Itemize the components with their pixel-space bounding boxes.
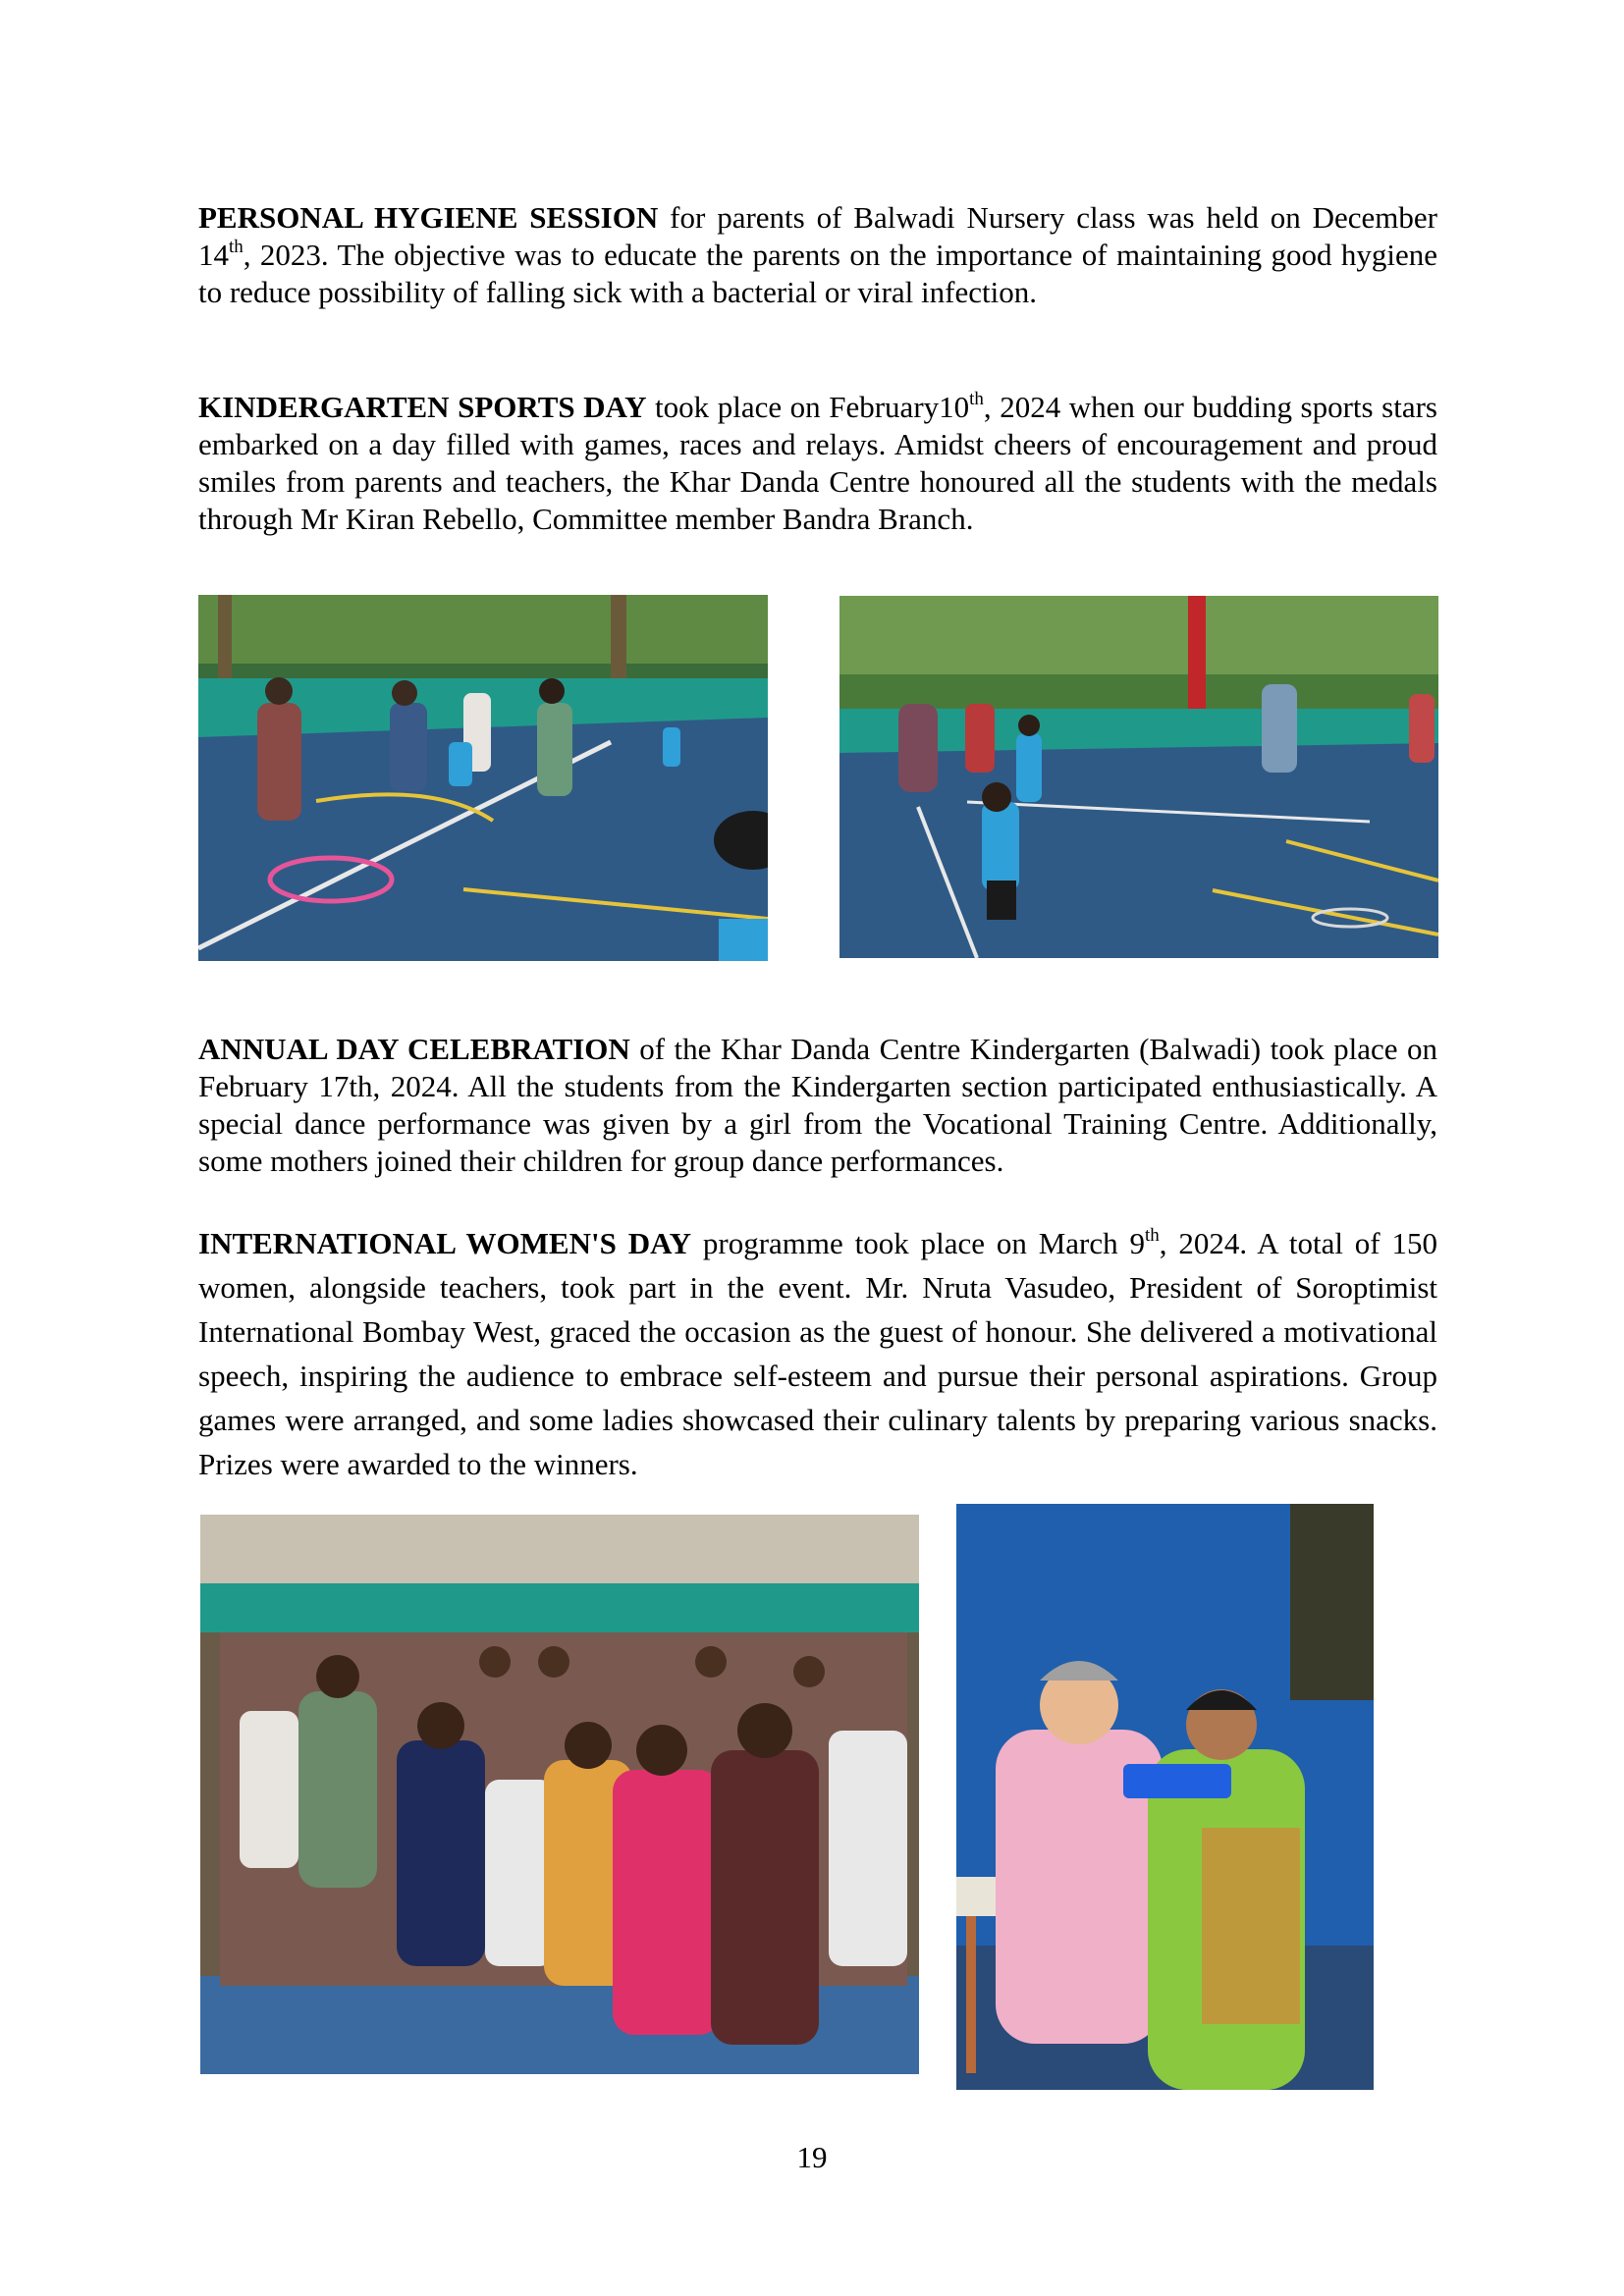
sports-text-a: took place on February10 xyxy=(646,390,970,424)
womens-day-prize-photo xyxy=(956,1504,1374,2090)
sports-heading: KINDERGARTEN SPORTS DAY xyxy=(198,390,647,424)
sports-text-b: , 2024 when our budding sports stars embarked on a day filled with games, races and relays. Amidst cheers of encouragement and proud smiles from parents and teachers, the Khar Danda Centre honoured all the students with the medals through Mr Kiran Rebello, Committee member Bandra Branch. xyxy=(198,390,1437,536)
hygiene-text-b: , 2023. The objective was to educate the parents on the importance of maintaining good hygiene to reduce possibility of falling sick with a bacterial or viral infection. xyxy=(198,238,1437,309)
sports-sup: th xyxy=(969,389,984,409)
sports-paragraph xyxy=(198,389,1437,538)
womens-day-audience-photo xyxy=(200,1515,919,2074)
sports-day-photo-left xyxy=(198,595,768,961)
hygiene-sup: th xyxy=(229,237,244,257)
annual-text: of the Khar Danda Centre Kindergarten (Balwadi) took place on February 17th, 2024. All the students from the Kindergarten section participated enthusiastically. A special dance performance was given by a girl from the Vocational Training Centre. Additionally, some mothers joined their children for group dance performances. xyxy=(198,1032,1437,1178)
page-number: 19 xyxy=(796,2140,828,2174)
womens-day-sup: th xyxy=(1145,1225,1160,1246)
annual-day-paragraph xyxy=(198,1031,1437,1180)
womens-day-text-b: , 2024. A total of 150 women, alongside teachers, took part in the event. Mr. Nruta Vasudeo, President of Soroptimist International Bombay West, graced the occasion as the guest of honour. She delivered a motivational speech, inspiring the audience to embrace self-esteem and pursue their personal aspirations. Group games were arranged, and some ladies showcased their culinary talents by preparing various snacks. Prizes were awarded to the winners. xyxy=(198,1226,1437,1481)
hygiene-paragraph xyxy=(198,199,1437,311)
sports-day-photo-right xyxy=(839,596,1438,958)
womens-day-heading: INTERNATIONAL WOMEN'S DAY xyxy=(198,1226,692,1260)
hygiene-text-a: for parents of Balwadi Nursery class was held on December 14 xyxy=(198,200,1438,272)
annual-heading: ANNUAL DAY CELEBRATION xyxy=(198,1032,630,1066)
womens-day-paragraph xyxy=(198,1221,1437,1486)
hygiene-heading: PERSONAL HYGIENE SESSION xyxy=(198,200,659,235)
womens-day-text-a: programme took place on March 9 xyxy=(691,1226,1146,1260)
